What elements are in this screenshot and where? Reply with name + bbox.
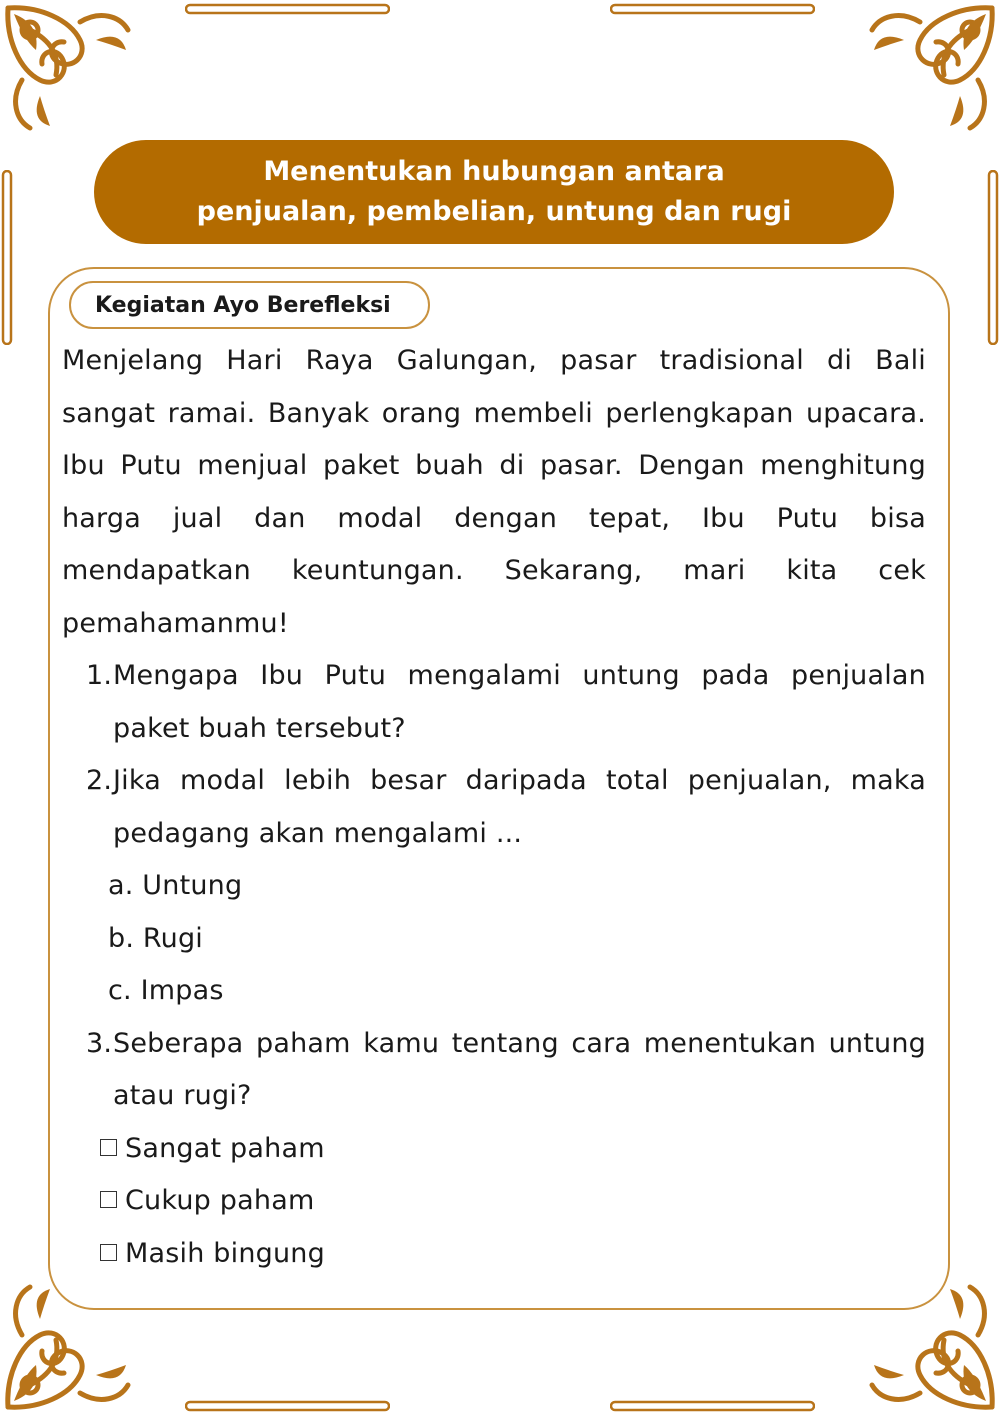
question-text: Seberapa paham kamu tentang cara menentukan untung atau rugi? xyxy=(113,1027,926,1111)
checkbox-icon[interactable] xyxy=(100,1191,117,1208)
intro-paragraph: Menjelang Hari Raya Galungan, pasar tradisional di Bali sangat ramai. Banyak orang membeli perlengkapan upacara. Ibu Putu menjual paket buah di pasar. Dengan menghitung harga jual dan modal dengan tepat, Ibu Putu bisa mendapatkan keuntungan. Sekarang, mari kita cek pemahamanmu! xyxy=(62,345,926,639)
checkbox-icon[interactable] xyxy=(100,1244,117,1261)
section-label: Kegiatan Ayo Berefleksi xyxy=(69,281,430,329)
question-text: Mengapa Ibu Putu mengalami untung pada penjualan paket buah tersebut? xyxy=(113,660,926,744)
question-number: 2. xyxy=(86,765,113,796)
content-body xyxy=(62,335,926,1280)
border-bar xyxy=(185,3,390,15)
option-b[interactable]: b. Rugi xyxy=(108,922,204,954)
question-text: Jika modal lebih besar daripada total penjualan, maka pedagang akan mengalami ... xyxy=(113,765,926,849)
question-number: 3. xyxy=(86,1027,113,1059)
border-bar xyxy=(987,170,999,345)
border-bar xyxy=(610,3,815,15)
checkbox-icon[interactable] xyxy=(100,1139,117,1156)
page-title xyxy=(94,140,894,244)
question-number: 1. xyxy=(86,660,113,691)
checkbox-item[interactable] xyxy=(62,1228,926,1281)
border-bar xyxy=(185,1400,390,1412)
option-c[interactable]: c. Impas xyxy=(108,975,224,1006)
question-2 xyxy=(62,755,926,860)
checkbox-label: Cukup paham xyxy=(125,1185,315,1216)
title-line-2: penjualan, pembelian, untung dan rugi xyxy=(196,196,792,227)
border-bar xyxy=(1,170,13,345)
checkbox-item[interactable] xyxy=(62,1175,926,1228)
checkbox-item[interactable] xyxy=(62,1123,926,1176)
title-line-1: Menentukan hubungan antara xyxy=(263,156,725,187)
checkbox-label: Masih bingung xyxy=(125,1237,325,1269)
option-a[interactable]: a. Untung xyxy=(108,870,243,901)
question-3 xyxy=(62,1018,926,1123)
checkbox-label: Sangat paham xyxy=(125,1132,325,1164)
question-1 xyxy=(62,650,926,755)
border-bar xyxy=(610,1400,815,1412)
